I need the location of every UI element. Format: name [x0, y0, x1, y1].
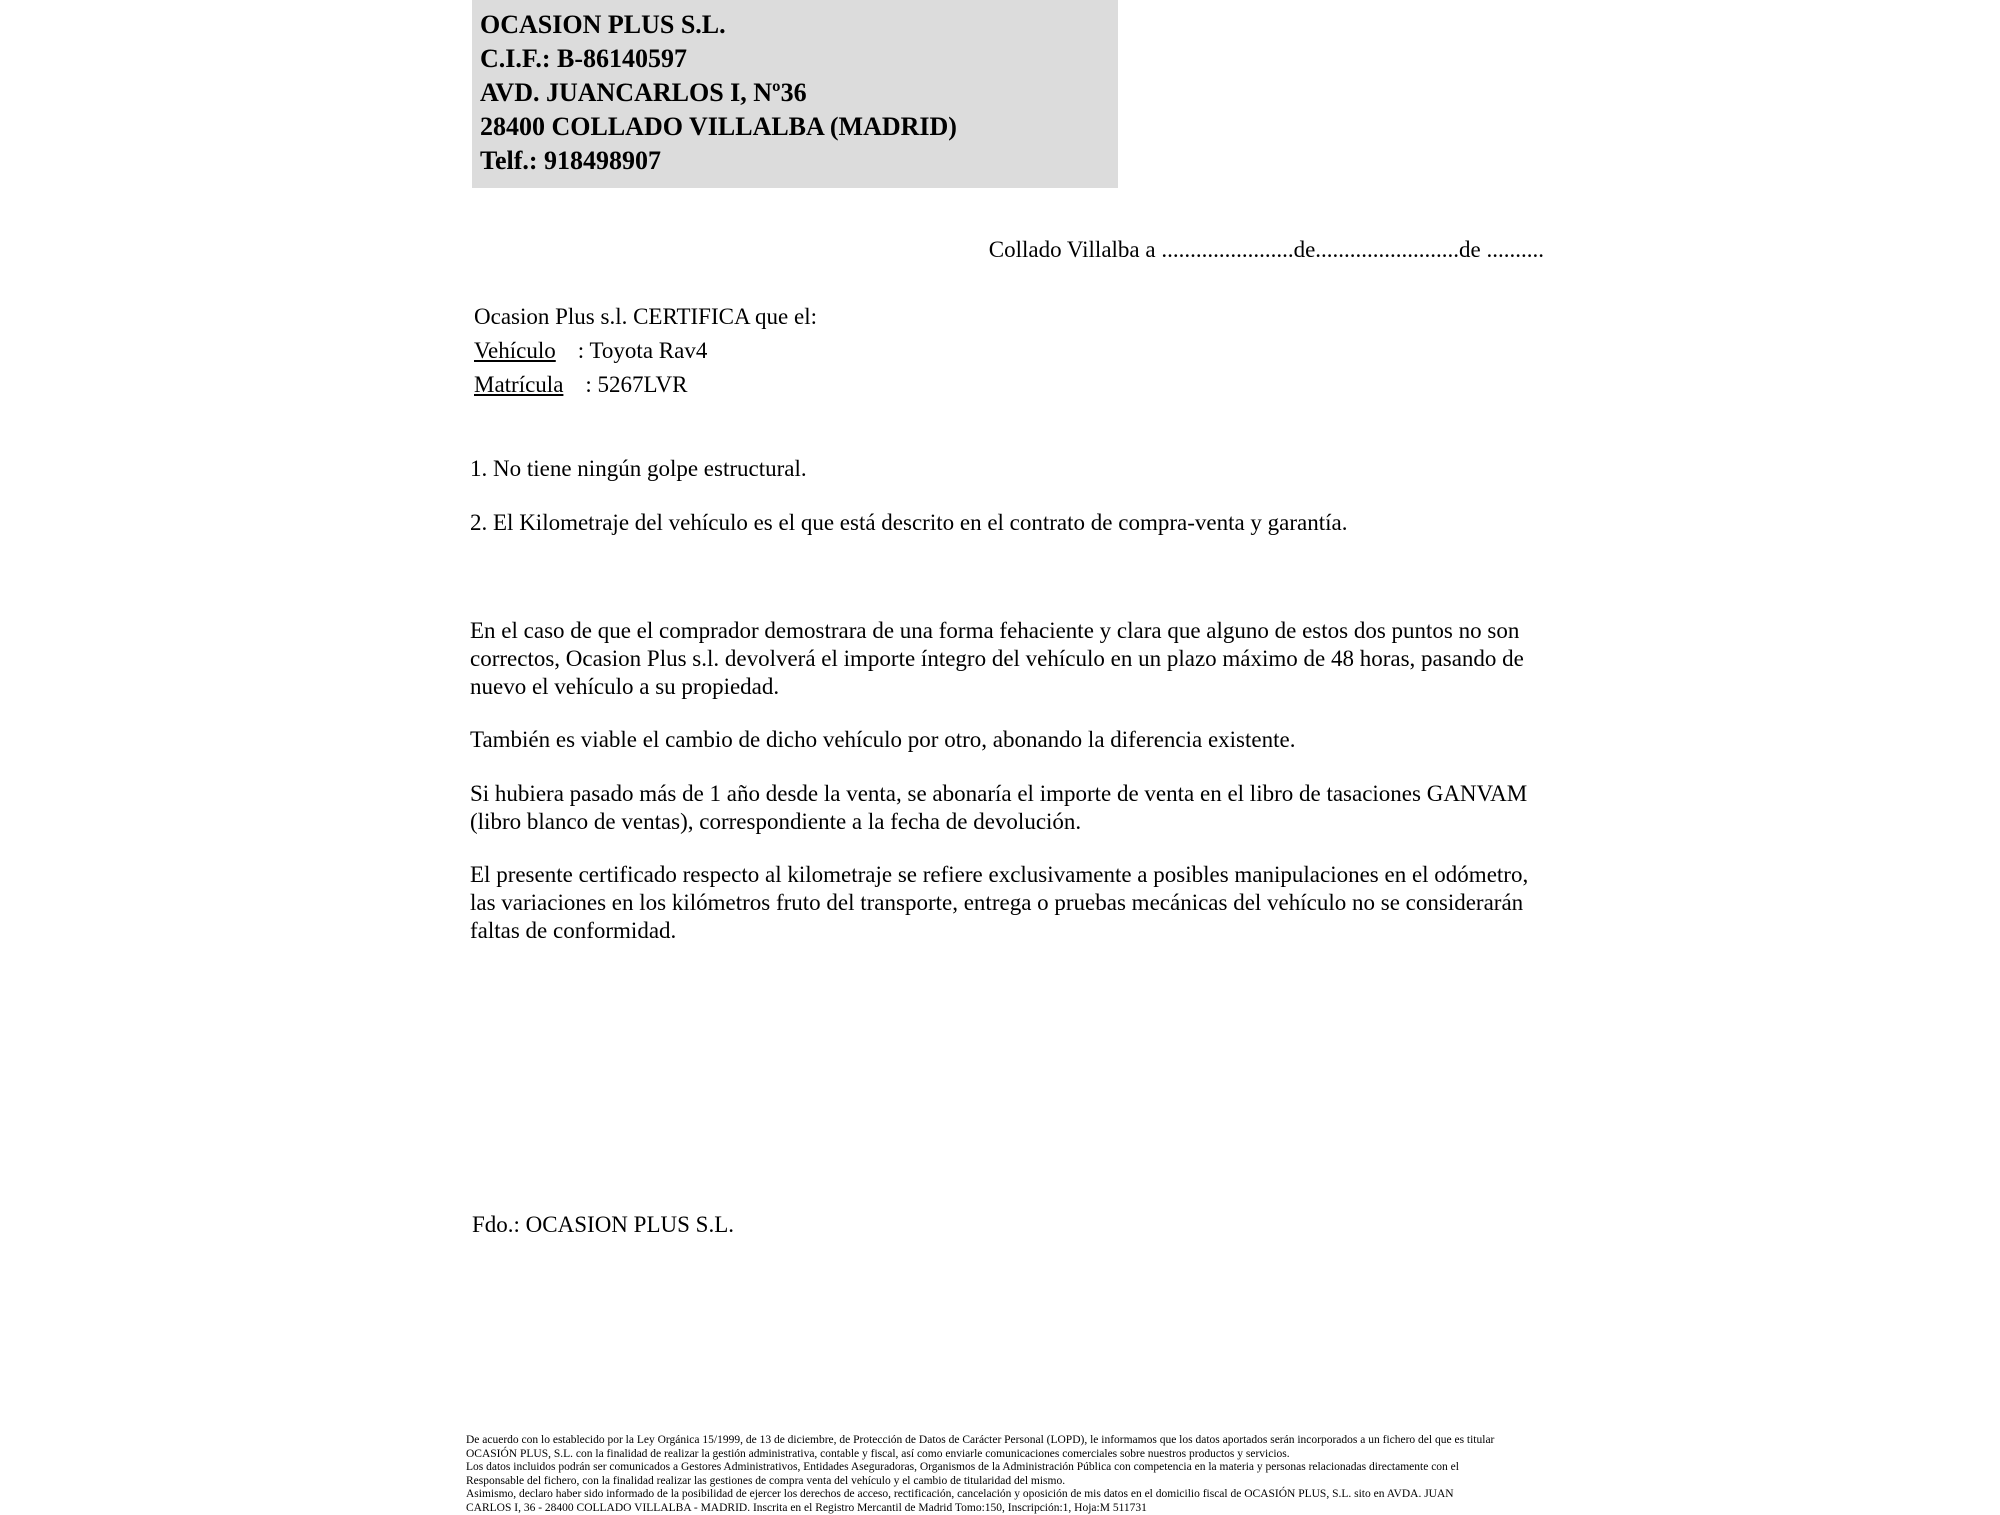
legal-footer-line-2: OCASIÓN PLUS, S.L. con la finalidad de realizar la gestión administrativa, contable y fiscal, así como enviarle comunicaciones comerciales sobre nuestros productos y servicios. [466, 1448, 1558, 1462]
certify-intro: Ocasion Plus s.l. CERTIFICA que el: [474, 300, 1546, 334]
vehicle-label: Vehículo [474, 338, 556, 363]
company-cif: C.I.F.: B-86140597 [480, 42, 1118, 76]
legal-footer-line-5: Asimismo, declaro haber sido informado de la posibilidad de ejercer los derechos de acceso, rectificación, cancelación y oposición de mis datos en el domicilio fiscal de OCASIÓN PLUS, S.L. sito en AVDA. JUAN [466, 1488, 1558, 1502]
vehicle-row [474, 334, 1546, 368]
date-line: Collado Villalba a .......................de.........................de .......... [472, 237, 1544, 263]
point-2: 2. El Kilometraje del vehículo es el que está descrito en el contrato de compra-venta y garantía. [470, 509, 1560, 537]
certify-block [474, 300, 1546, 402]
paragraph-ganvam-valuation: Si hubiera pasado más de 1 año desde la venta, se abonaría el importe de venta en el libro de tasaciones GANVAM (libro blanco de ventas), correspondiente a la fecha de devolución. [470, 780, 1548, 836]
legal-footer [466, 1434, 1558, 1515]
company-name: OCASION PLUS S.L. [480, 8, 1118, 42]
plate-value: : 5267LVR [585, 372, 687, 397]
legal-footer-line-4: Responsable del fichero, con la finalidad realizar las gestiones de compra venta del vehículo y el cambio de titularidad del mismo. [466, 1475, 1558, 1489]
legal-footer-line-3: Los datos incluidos podrán ser comunicados a Gestores Administrativos, Entidades Aseguradoras, Organismos de la Administración Pública con competencia en la materia y personas relacionadas directamente con el [466, 1461, 1558, 1475]
signature-line: Fdo.: OCASION PLUS S.L. [472, 1212, 734, 1238]
paragraph-refund-policy: En el caso de que el comprador demostrara de una forma fehaciente y clara que alguno de estos dos puntos no son correctos, Ocasion Plus s.l. devolverá el importe íntegro del vehículo en un plazo máximo de 48 horas, pasando de nuevo el vehículo a su propiedad. [470, 617, 1548, 701]
point-1: 1. No tiene ningún golpe estructural. [470, 455, 1560, 483]
company-address: AVD. JUANCARLOS I, Nº36 [480, 76, 1118, 110]
company-header-block [472, 0, 1118, 188]
legal-footer-line-1: De acuerdo con lo establecido por la Ley Orgánica 15/1999, de 13 de diciembre, de Protección de Datos de Carácter Personal (LOPD), le informamos que los datos aportados serán incorporados a un fichero del que es titular [466, 1434, 1558, 1448]
certified-points [470, 455, 1560, 563]
company-phone: Telf.: 918498907 [480, 144, 1118, 178]
plate-label: Matrícula [474, 372, 563, 397]
company-city: 28400 COLLADO VILLALBA (MADRID) [480, 110, 1118, 144]
vehicle-value: : Toyota Rav4 [578, 338, 708, 363]
paragraph-odometer-disclaimer: El presente certificado respecto al kilometraje se refiere exclusivamente a posibles manipulaciones en el odómetro, las variaciones en los kilómetros fruto del transporte, entrega o pruebas mecánicas del vehículo no se considerarán faltas de conformidad. [470, 861, 1548, 945]
legal-footer-line-6: CARLOS I, 36 - 28400 COLLADO VILLALBA - MADRID. Inscrita en el Registro Mercantil de Madrid Tomo:150, Inscripción:1, Hoja:M 511731 [466, 1502, 1558, 1515]
paragraph-exchange-option: También es viable el cambio de dicho vehículo por otro, abonando la diferencia existente. [470, 726, 1548, 754]
plate-row [474, 368, 1546, 402]
